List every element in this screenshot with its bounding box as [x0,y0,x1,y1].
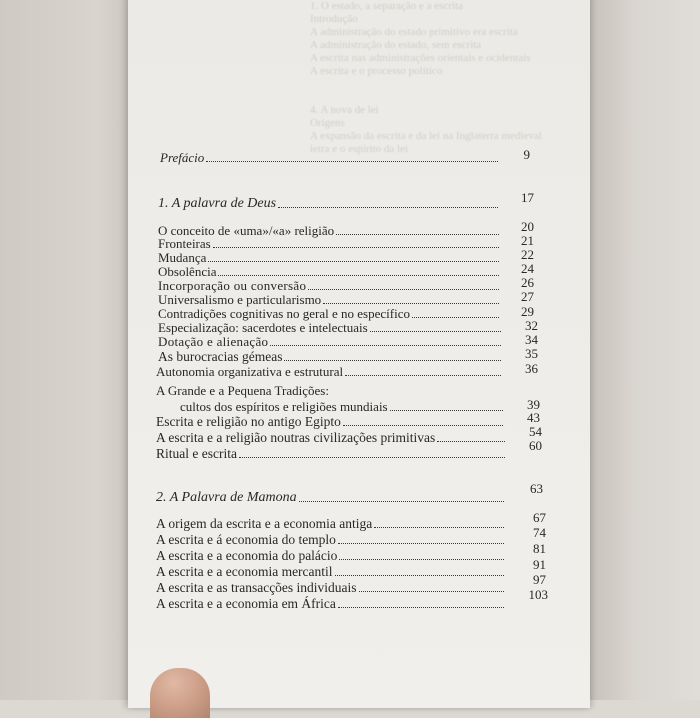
toc-label: A escrita e as transacções individuais [156,580,357,595]
toc-entry [158,349,503,364]
bleed-line: 1. O estado, a separação e a escrita [310,0,464,12]
toc-page-number: 29 [521,304,534,319]
toc-entry [158,320,503,335]
toc-page-number: 81 [533,541,546,556]
toc-page-number: 22 [521,247,534,262]
toc-label: A escrita e a economia do palácio [156,548,338,563]
leader-dots [345,374,501,376]
leader-dots [284,359,501,361]
toc-page-number: 9 [523,147,530,162]
toc-entry [156,596,506,611]
toc-entry [156,364,503,379]
toc-entry [158,306,501,321]
toc-label: A escrita e a economia mercantil [156,564,333,579]
toc-label: A escrita e a religião noutras civilizações primitivas [156,430,436,445]
toc-entry [156,414,505,429]
toc-label: Escrita e religião no antigo Egipto [156,414,341,429]
bleed-line: A escrita nas administrações orientais e ocidentais [310,52,531,64]
toc-label: 2. A Palavra de Mamona [156,490,297,505]
toc-page-number: 63 [530,481,543,496]
toc-page-number: 91 [533,557,546,572]
toc-page-number: 34 [525,332,538,347]
leader-dots [218,274,499,276]
toc-label: Fronteiras [158,236,211,251]
toc-label: Ritual e escrita [156,446,237,461]
leader-dots [359,590,504,592]
toc-page-number: 17 [521,190,534,205]
toc-label: Incorporação ou conversão [158,278,307,293]
toc-page-number: 24 [521,261,534,276]
toc-entry-preface [160,150,500,165]
toc-label: Universalismo e particularismo [158,292,322,307]
toc-page-number: 74 [533,525,546,540]
toc-entry [156,532,506,547]
toc-label: As burocracias gémeas [158,349,283,364]
bleed-line: A administração do estado, sem escrita [310,39,482,51]
toc-label: Especialização: sacerdotes e intelectuais [158,320,368,335]
toc-page-number: 32 [525,318,538,333]
leader-dots [335,574,504,576]
thumb [150,668,210,718]
toc-label: Prefácio [160,150,205,165]
toc-page-number: 43 [527,410,540,425]
leader-dots [336,233,499,235]
toc-entry-chapter1 [158,196,500,211]
bleed-line: 4. A nova de lei [310,104,379,116]
bleed-line: Introdução [310,13,358,25]
toc-label: Contradições cognitivas no geral e no específico [158,306,410,321]
leader-dots [390,409,503,411]
toc-label: Autonomia organizativa e estrutural [156,364,344,379]
toc-label: Obsolência [158,264,217,279]
toc-page-number: 60 [529,438,542,453]
bleed-line: A escrita e o processo político [310,65,443,77]
toc-entry [156,580,506,595]
toc-label: Dotação e alienação [158,334,269,349]
toc-label: A origem da escrita e a economia antiga [156,516,373,531]
leader-dots [323,302,499,304]
toc-entry-first-line: A Grande e a Pequena Tradições: [156,383,329,398]
toc-entry [158,250,501,265]
leader-dots [278,206,498,208]
toc-page-number: 21 [521,233,534,248]
leader-dots [343,424,503,426]
toc-page-number: 97 [533,572,546,587]
bleed-line: A expansão da escrita e da lei na Inglaterra medieval [310,130,542,142]
toc-page-number: 27 [521,289,534,304]
leader-dots [208,260,499,262]
leader-dots [299,500,504,502]
toc-label: 1. A palavra de Deus [158,196,277,211]
toc-page-number: 39 [527,397,540,412]
toc-page-number: 67 [533,510,546,525]
toc-page-number: 20 [521,219,534,234]
toc-entry [156,446,507,461]
toc-page-number: 36 [525,361,538,376]
toc-entry [158,278,501,293]
toc-label: A escrita e a economia em África [156,596,336,611]
leader-dots [370,330,501,332]
leader-dots [213,246,499,248]
toc-entry [158,334,503,349]
leader-dots [206,160,498,162]
leader-dots [239,456,505,458]
leader-dots [270,344,501,346]
toc-entry [158,292,501,307]
leader-dots [374,526,504,528]
leader-dots [437,440,505,442]
leader-dots [412,316,499,318]
toc-page-number: 54 [529,424,542,439]
toc-entry [156,548,506,563]
toc-page-number: 35 [525,346,538,361]
toc-page-number: 26 [521,275,534,290]
toc-label: O conceito de «uma»/«a» religião [158,223,335,238]
toc-entry [156,564,506,579]
leader-dots [308,288,499,290]
toc-entry-chapter2 [156,490,506,505]
toc-label: A escrita e á economia do templo [156,532,336,547]
toc-entry-continuation [180,399,505,414]
leader-dots [338,542,504,544]
toc-label: cultos dos espíritos e religiões mundiais [180,399,388,414]
bleed-line: Origens [310,117,345,129]
toc-entry [158,236,501,251]
toc-entry [158,264,501,279]
toc-page-number: 103 [528,587,548,602]
bleed-line: A administração do estado primitivo era escrita [310,26,518,38]
bleed-line: letra e o espírito da lei [310,143,409,155]
leader-dots [339,558,504,560]
leader-dots [338,606,504,608]
toc-entry [156,516,506,531]
toc-label: Mudança [158,250,207,265]
toc-entry [156,430,507,445]
